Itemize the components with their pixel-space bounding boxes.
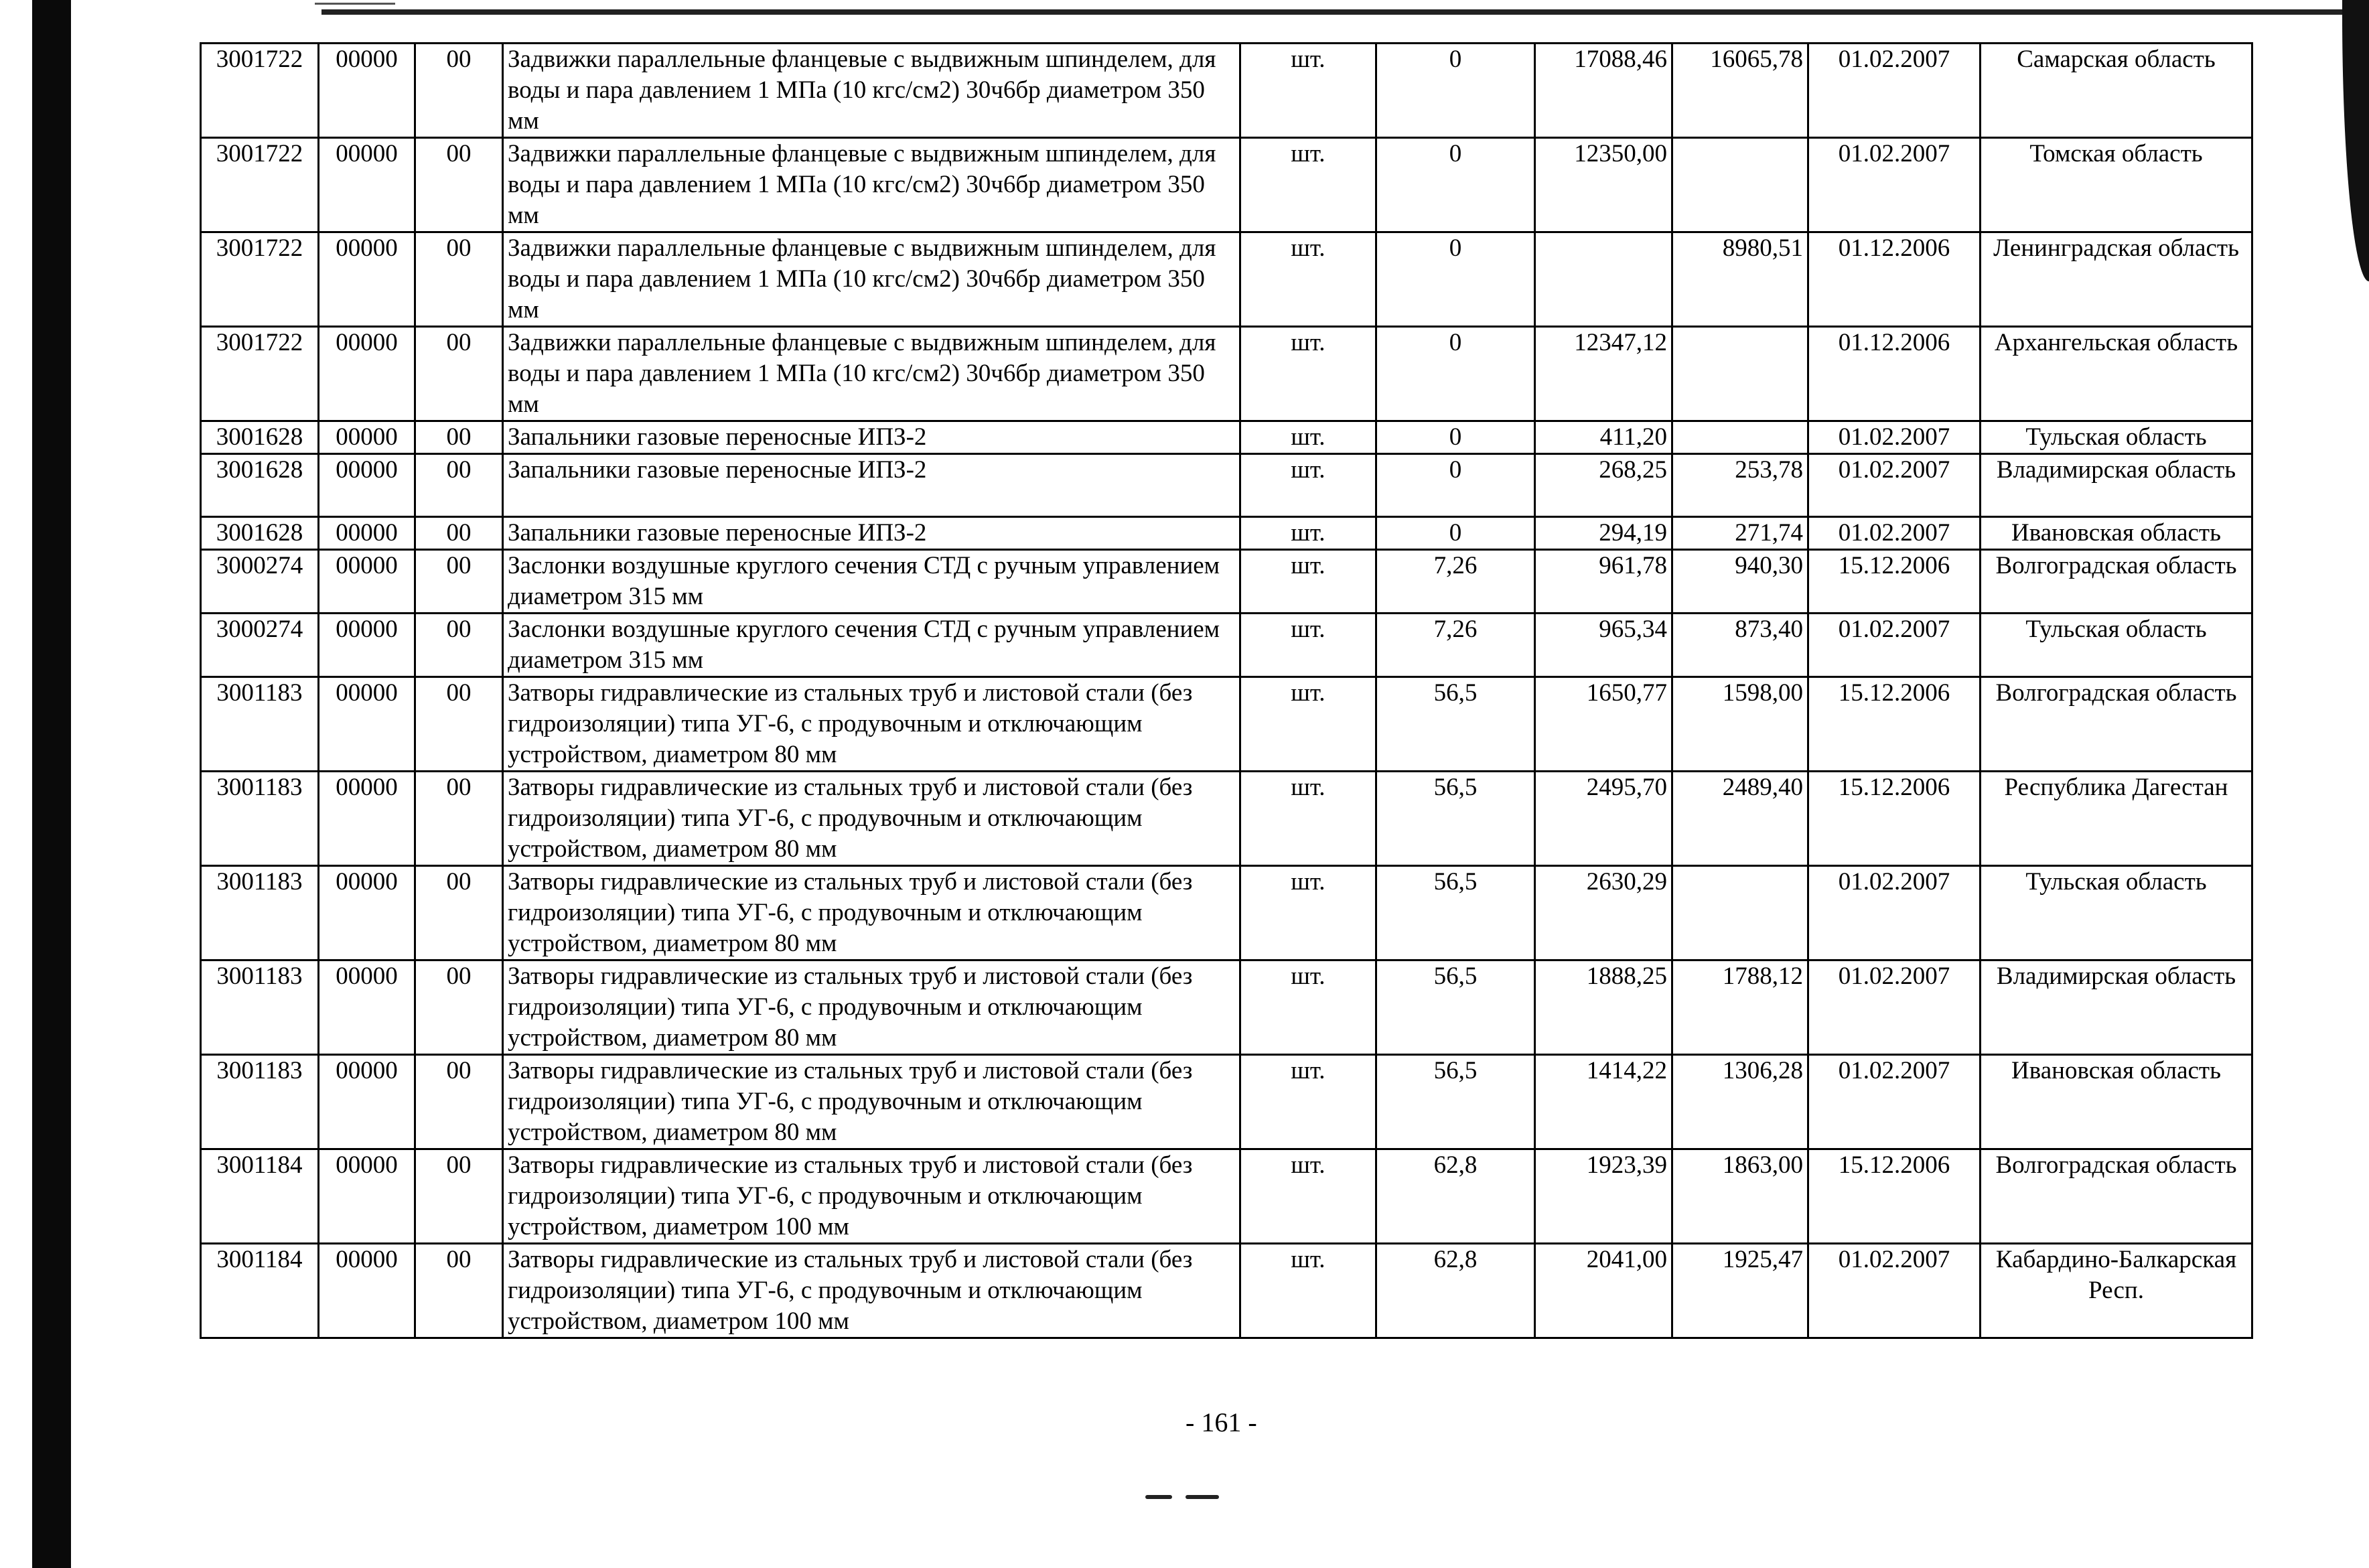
cell-code: 3000274: [201, 614, 319, 677]
cell-sub: 00000: [319, 1055, 415, 1149]
cell-code: 3001183: [201, 1055, 319, 1149]
cell-sub: 00000: [319, 614, 415, 677]
cell-qty: 7,26: [1376, 550, 1535, 614]
cell-n: 00: [415, 550, 503, 614]
cell-qty: 0: [1376, 138, 1535, 232]
cell-code: 3001183: [201, 677, 319, 772]
cell-region: Архангельская область: [1981, 327, 2252, 421]
cell-region: Республика Дагестан: [1981, 772, 2252, 866]
cell-sub: 00000: [319, 44, 415, 138]
cell-price1: 17088,46: [1535, 44, 1672, 138]
cell-n: 00: [415, 517, 503, 550]
cell-name: Запальники газовые переносные ИПЗ-2: [503, 421, 1240, 454]
table-row: [201, 677, 2252, 772]
cell-date: 01.12.2006: [1808, 327, 1981, 421]
cell-unit: шт.: [1240, 1244, 1376, 1338]
cell-price1: 12347,12: [1535, 327, 1672, 421]
cell-name: Затворы гидравлические из стальных труб и листовой стали (без гидроизоляции) типа УГ-6, с продувочным и отключающим устройством, диаметром 80 мм: [503, 866, 1240, 960]
cell-date: 01.02.2007: [1808, 138, 1981, 232]
cell-qty: 0: [1376, 44, 1535, 138]
cell-date: 15.12.2006: [1808, 772, 1981, 866]
cell-code: 3001722: [201, 232, 319, 327]
cell-date: 01.02.2007: [1808, 44, 1981, 138]
cell-price1: 965,34: [1535, 614, 1672, 677]
cell-unit: шт.: [1240, 772, 1376, 866]
cell-sub: 00000: [319, 960, 415, 1055]
cell-unit: шт.: [1240, 614, 1376, 677]
cell-n: 00: [415, 327, 503, 421]
cell-price2: 8980,51: [1672, 232, 1808, 327]
cell-code: 3001628: [201, 421, 319, 454]
table-row: [201, 138, 2252, 232]
cell-price2: [1672, 421, 1808, 454]
cell-name: Запальники газовые переносные ИПЗ-2: [503, 517, 1240, 550]
table-row: [201, 772, 2252, 866]
page-number: - 161 -: [1186, 1407, 1257, 1437]
cell-sub: 00000: [319, 772, 415, 866]
cell-sub: 00000: [319, 421, 415, 454]
cell-unit: шт.: [1240, 517, 1376, 550]
cell-qty: 62,8: [1376, 1149, 1535, 1244]
cell-date: 01.02.2007: [1808, 1055, 1981, 1149]
cell-code: 3001722: [201, 138, 319, 232]
cell-n: 00: [415, 44, 503, 138]
cell-region: Ивановская область: [1981, 517, 2252, 550]
cell-name: Задвижки параллельные фланцевые с выдвижным шпинделем, для воды и пара давлением 1 МПа (10 кгс/см2) 30ч6бр диаметром 350 мм: [503, 44, 1240, 138]
scan-right-edge: [2342, 0, 2369, 281]
cell-name: Затворы гидравлические из стальных труб и листовой стали (без гидроизоляции) типа УГ-6, с продувочным и отключающим устройством, диаметром 80 мм: [503, 772, 1240, 866]
cell-unit: шт.: [1240, 677, 1376, 772]
cell-region: Кабардино-Балкарская Респ.: [1981, 1244, 2252, 1338]
cell-n: 00: [415, 866, 503, 960]
cell-n: 00: [415, 1244, 503, 1338]
cell-price1: 2630,29: [1535, 866, 1672, 960]
cell-qty: 56,5: [1376, 960, 1535, 1055]
cell-price1: 411,20: [1535, 421, 1672, 454]
cell-date: 15.12.2006: [1808, 677, 1981, 772]
cell-price1: 12350,00: [1535, 138, 1672, 232]
cell-region: Ивановская область: [1981, 1055, 2252, 1149]
cell-qty: 0: [1376, 454, 1535, 517]
cell-qty: 56,5: [1376, 772, 1535, 866]
table-body: [201, 44, 2252, 1338]
table-row: [201, 232, 2252, 327]
cell-region: Самарская область: [1981, 44, 2252, 138]
cell-date: 01.02.2007: [1808, 517, 1981, 550]
cell-date: 01.02.2007: [1808, 960, 1981, 1055]
cell-price1: 1414,22: [1535, 1055, 1672, 1149]
cell-date: 01.12.2006: [1808, 232, 1981, 327]
cell-price2: 2489,40: [1672, 772, 1808, 866]
cell-price1: 1650,77: [1535, 677, 1672, 772]
cell-unit: шт.: [1240, 550, 1376, 614]
cell-sub: 00000: [319, 677, 415, 772]
table-row: [201, 1149, 2252, 1244]
cell-price2: 1306,28: [1672, 1055, 1808, 1149]
cell-name: Заслонки воздушные круглого сечения СТД с ручным управлением диаметром 315 мм: [503, 550, 1240, 614]
scan-top-edge: [321, 9, 2369, 15]
cell-price1: 268,25: [1535, 454, 1672, 517]
cell-unit: шт.: [1240, 1055, 1376, 1149]
cell-region: Волгоградская область: [1981, 677, 2252, 772]
cell-code: 3001184: [201, 1244, 319, 1338]
cell-n: 00: [415, 138, 503, 232]
cell-qty: 0: [1376, 421, 1535, 454]
cell-name: Затворы гидравлические из стальных труб и листовой стали (без гидроизоляции) типа УГ-6, с продувочным и отключающим устройством, диаметром 80 мм: [503, 1055, 1240, 1149]
cell-price2: [1672, 138, 1808, 232]
cell-qty: 7,26: [1376, 614, 1535, 677]
table-row: [201, 614, 2252, 677]
cell-price2: 1863,00: [1672, 1149, 1808, 1244]
cell-code: 3001722: [201, 327, 319, 421]
scan-speck: [1186, 1495, 1219, 1499]
table-row: [201, 421, 2252, 454]
cell-unit: шт.: [1240, 1149, 1376, 1244]
cell-qty: 0: [1376, 517, 1535, 550]
cell-name: Заслонки воздушные круглого сечения СТД с ручным управлением диаметром 315 мм: [503, 614, 1240, 677]
cell-price2: [1672, 866, 1808, 960]
cell-region: Томская область: [1981, 138, 2252, 232]
cell-date: 15.12.2006: [1808, 550, 1981, 614]
cell-price2: 1788,12: [1672, 960, 1808, 1055]
cell-sub: 00000: [319, 517, 415, 550]
cell-price1: 2041,00: [1535, 1244, 1672, 1338]
cell-name: Задвижки параллельные фланцевые с выдвижным шпинделем, для воды и пара давлением 1 МПа (10 кгс/см2) 30ч6бр диаметром 350 мм: [503, 138, 1240, 232]
table-row: [201, 44, 2252, 138]
cell-name: Задвижки параллельные фланцевые с выдвижным шпинделем, для воды и пара давлением 1 МПа (10 кгс/см2) 30ч6бр диаметром 350 мм: [503, 327, 1240, 421]
cell-price1: [1535, 232, 1672, 327]
cell-sub: 00000: [319, 866, 415, 960]
cell-date: 15.12.2006: [1808, 1149, 1981, 1244]
cell-qty: 56,5: [1376, 677, 1535, 772]
cell-price2: [1672, 327, 1808, 421]
cell-region: Волгоградская область: [1981, 1149, 2252, 1244]
cell-unit: шт.: [1240, 960, 1376, 1055]
cell-price2: 873,40: [1672, 614, 1808, 677]
cell-qty: 0: [1376, 327, 1535, 421]
cell-n: 00: [415, 614, 503, 677]
cell-sub: 00000: [319, 1244, 415, 1338]
cell-price2: 1925,47: [1672, 1244, 1808, 1338]
cell-sub: 00000: [319, 232, 415, 327]
cell-n: 00: [415, 1149, 503, 1244]
cell-region: Ленинградская область: [1981, 232, 2252, 327]
cell-n: 00: [415, 772, 503, 866]
cell-region: Тульская область: [1981, 614, 2252, 677]
table-row: [201, 866, 2252, 960]
cell-date: 01.02.2007: [1808, 614, 1981, 677]
cell-unit: шт.: [1240, 327, 1376, 421]
scan-speck: [1145, 1495, 1172, 1499]
cell-code: 3001628: [201, 517, 319, 550]
table-row: [201, 517, 2252, 550]
cell-unit: шт.: [1240, 232, 1376, 327]
cell-region: Владимирская область: [1981, 454, 2252, 517]
cell-code: 3001722: [201, 44, 319, 138]
cell-unit: шт.: [1240, 866, 1376, 960]
cell-unit: шт.: [1240, 454, 1376, 517]
table-row: [201, 1244, 2252, 1338]
cell-price2: 253,78: [1672, 454, 1808, 517]
cell-sub: 00000: [319, 327, 415, 421]
cell-name: Запальники газовые переносные ИПЗ-2: [503, 454, 1240, 517]
cell-sub: 00000: [319, 454, 415, 517]
cell-sub: 00000: [319, 1149, 415, 1244]
cell-unit: шт.: [1240, 421, 1376, 454]
cell-name: Затворы гидравлические из стальных труб и листовой стали (без гидроизоляции) типа УГ-6, с продувочным и отключающим устройством, диаметром 100 мм: [503, 1244, 1240, 1338]
table-row: [201, 960, 2252, 1055]
cell-date: 01.02.2007: [1808, 866, 1981, 960]
cell-name: Затворы гидравлические из стальных труб и листовой стали (без гидроизоляции) типа УГ-6, с продувочным и отключающим устройством, диаметром 80 мм: [503, 677, 1240, 772]
cell-region: Владимирская область: [1981, 960, 2252, 1055]
cell-n: 00: [415, 232, 503, 327]
cell-n: 00: [415, 1055, 503, 1149]
cell-price2: 16065,78: [1672, 44, 1808, 138]
table-row: [201, 1055, 2252, 1149]
cell-name: Затворы гидравлические из стальных труб и листовой стали (без гидроизоляции) типа УГ-6, с продувочным и отключающим устройством, диаметром 80 мм: [503, 960, 1240, 1055]
table-row: [201, 550, 2252, 614]
cell-qty: 56,5: [1376, 1055, 1535, 1149]
scan-edge-shadow: [32, 0, 71, 1568]
cell-unit: шт.: [1240, 44, 1376, 138]
cell-region: Тульская область: [1981, 866, 2252, 960]
cell-price1: 1888,25: [1535, 960, 1672, 1055]
scan-artifact-line: [315, 3, 395, 5]
cell-price2: 271,74: [1672, 517, 1808, 550]
cell-price1: 1923,39: [1535, 1149, 1672, 1244]
cell-price1: 2495,70: [1535, 772, 1672, 866]
cell-price2: 1598,00: [1672, 677, 1808, 772]
cell-qty: 0: [1376, 232, 1535, 327]
cell-code: 3001183: [201, 772, 319, 866]
cell-price1: 294,19: [1535, 517, 1672, 550]
table-row: [201, 454, 2252, 517]
cell-qty: 62,8: [1376, 1244, 1535, 1338]
cell-code: 3001183: [201, 960, 319, 1055]
cell-code: 3001183: [201, 866, 319, 960]
cell-n: 00: [415, 677, 503, 772]
cell-qty: 56,5: [1376, 866, 1535, 960]
cell-name: Задвижки параллельные фланцевые с выдвижным шпинделем, для воды и пара давлением 1 МПа (10 кгс/см2) 30ч6бр диаметром 350 мм: [503, 232, 1240, 327]
cell-region: Волгоградская область: [1981, 550, 2252, 614]
cell-unit: шт.: [1240, 138, 1376, 232]
cell-region: Тульская область: [1981, 421, 2252, 454]
cell-name: Затворы гидравлические из стальных труб и листовой стали (без гидроизоляции) типа УГ-6, с продувочным и отключающим устройством, диаметром 100 мм: [503, 1149, 1240, 1244]
cell-code: 3000274: [201, 550, 319, 614]
cell-code: 3001184: [201, 1149, 319, 1244]
cell-price2: 940,30: [1672, 550, 1808, 614]
cell-n: 00: [415, 421, 503, 454]
cell-date: 01.02.2007: [1808, 421, 1981, 454]
cell-code: 3001628: [201, 454, 319, 517]
cell-price1: 961,78: [1535, 550, 1672, 614]
price-table: [200, 42, 2253, 1339]
cell-n: 00: [415, 454, 503, 517]
cell-date: 01.02.2007: [1808, 1244, 1981, 1338]
table-row: [201, 327, 2252, 421]
cell-sub: 00000: [319, 138, 415, 232]
cell-date: 01.02.2007: [1808, 454, 1981, 517]
cell-n: 00: [415, 960, 503, 1055]
cell-sub: 00000: [319, 550, 415, 614]
